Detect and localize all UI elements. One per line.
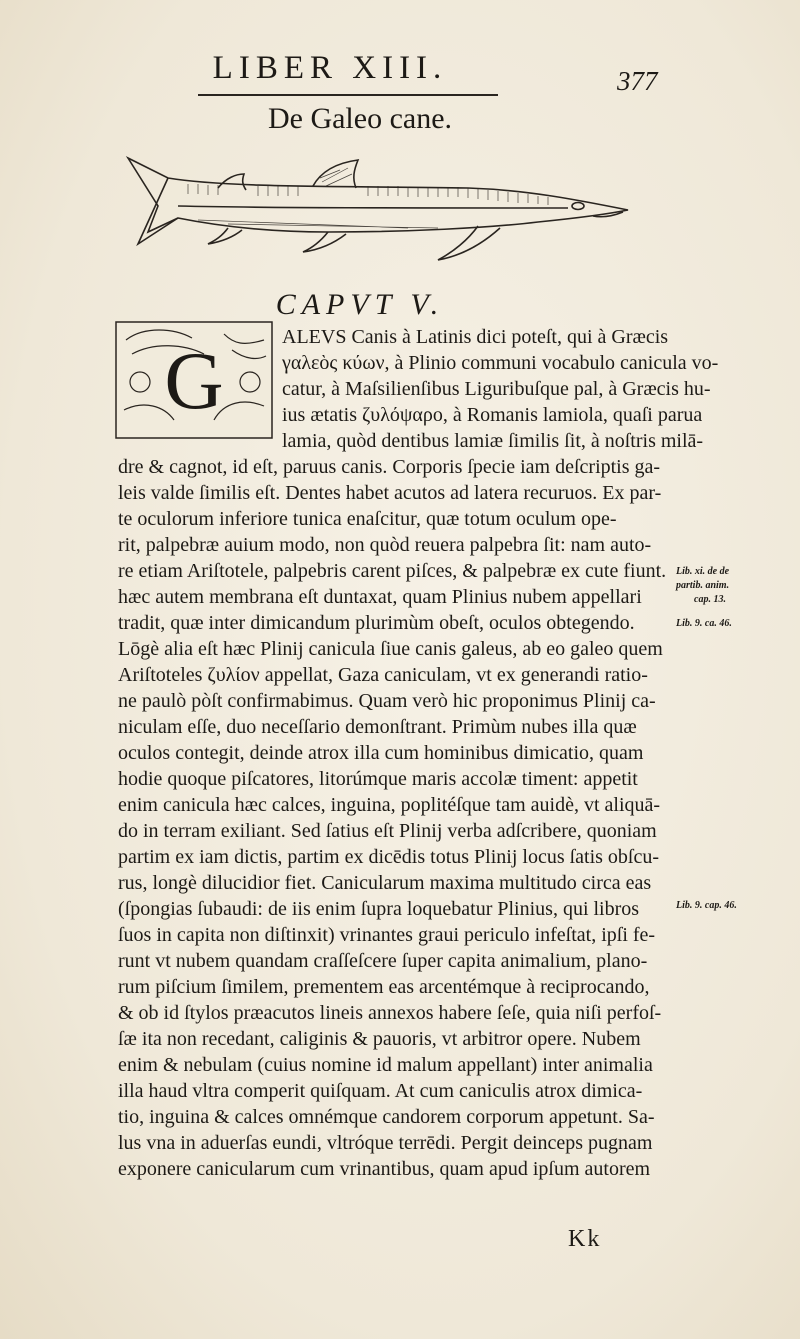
head-rule xyxy=(198,94,498,96)
text-line: Lōgè alia eſt hæc Plinij canicula ſiue canis galeus, ab eo galeo quem xyxy=(118,638,663,660)
text-line: enim canicula hæc calces, inguina, poplitéſque tam auidè, vt aliquā- xyxy=(118,794,661,816)
signature-mark: Kk xyxy=(568,1226,602,1252)
text-line: do in terram exiliant. Sed ſatius eſt Plinij verba adſcribere, quoniam xyxy=(118,820,657,842)
shark-illustration xyxy=(108,148,648,268)
text-line: exponere canicularum cum vrinantibus, quam apud ipſum autorem xyxy=(118,1158,651,1180)
text-line: ne paulò pòſt confirmabimus. Quam verò hic proponimus Plinij ca- xyxy=(118,690,656,712)
margin-note: partib. anim. xyxy=(676,580,730,591)
text-line: te oculorum inferiore tunica enaſcitur, quæ totum oculum ope- xyxy=(118,508,617,530)
text-line: Ariſtoteles ζυλίον appellat, Gaza caniculam, vt ex generandi ratio- xyxy=(118,664,648,686)
text-line: runt vt nubem quandam craſſeſcere ſuper capita animalium, plano- xyxy=(118,950,648,972)
margin-note: Lib. 9. ca. 46. xyxy=(676,618,732,629)
text-line: rus, longè dilucidior fiet. Canicularum maxima multitudo circa eas xyxy=(118,872,652,894)
text-line: lamia, quòd dentibus lamiæ ſimilis ſit, à noſtris milā- xyxy=(282,430,704,452)
page-number: 377 xyxy=(617,66,658,96)
text-line: rum piſcium ſimilem, prementem eas arcentémque à reciprocando, xyxy=(118,976,650,998)
margin-note: Lib. xi. de de xyxy=(676,566,730,577)
margin-note: Lib. 9. cap. 46. xyxy=(676,900,737,911)
text-line: ALEVS Canis à Latinis dici poteſt, qui à Græcis xyxy=(282,326,669,348)
text-line: ius ætatis ζυλόψαρο, à Romanis lamiola, quaſi parua xyxy=(282,404,703,426)
text-line: partim ex iam dictis, partim ex dicēdis totus Plinij locus ſatis obſcu- xyxy=(118,846,660,868)
svg-text:G: G xyxy=(164,335,224,426)
text-line: catur, à Maſsilienſibus Liguribuſque pal, à Græcis hu- xyxy=(282,378,711,400)
running-head: LIBER XIII. xyxy=(212,50,448,86)
text-line: rit, palpebræ auium modo, non quòd reuera palpebra ſit: nam auto- xyxy=(118,534,652,556)
text-line: hæc autem membrana eſt duntaxat, quam Plinius nubem appellari xyxy=(118,586,642,608)
text-line: γαλεὸς κύων, à Plinio communi vocabulo canicula vo- xyxy=(282,352,719,374)
text-line: (ſpongias ſubaudi: de iis enim ſupra loquebatur Plinius, qui libros xyxy=(118,898,640,920)
text-line: leis valde ſimilis eſt. Dentes habet acutos ad latera recuruos. Ex par- xyxy=(118,482,662,504)
text-line: ſæ ita non recedant, caliginis & pauoris, vt arbitror opere. Nubem xyxy=(118,1028,641,1050)
text-line: re etiam Ariſtotele, palpebris carent piſces, & palpebræ ex cute fiunt. xyxy=(118,560,667,582)
decorated-initial-g xyxy=(114,320,274,440)
chapter-heading: CAPVT V. xyxy=(275,288,445,321)
text-line: tradit, quæ inter dimicandum plurimùm obeſt, oculos obtegendo. xyxy=(118,612,635,634)
text-line: tio, inguina & calces omnémque candorem corporum appetunt. Sa- xyxy=(118,1106,655,1128)
text-line: ſuos in capita non diſtinxit) vrinantes graui periculo infeſtat, ipſi fe- xyxy=(118,924,656,946)
text-line: dre & cagnot, id eſt, paruus canis. Corporis ſpecie iam deſcriptis ga- xyxy=(118,456,661,478)
text-line: lus vna in aduerſas eundi, vltróque terrēdi. Pergit deinceps pugnam xyxy=(118,1132,653,1154)
text-line: hodie quoque piſcatores, litorúmque maris accolæ timent: appetit xyxy=(118,768,638,790)
text-line: & ob id ſtylos præacutos lineis annexos habere ſeſe, quia niſi perfoſ- xyxy=(118,1002,662,1024)
margin-note: cap. 13. xyxy=(694,594,726,605)
section-title: De Galeo cane. xyxy=(267,102,453,135)
text-line: niculam eſſe, duo neceſſario demonſtrant. Primùm nubes illa quæ xyxy=(118,716,637,738)
text-line: oculos contegit, deinde atrox illa cum hominibus dimicatio, quam xyxy=(118,742,644,764)
text-line: enim & nebulam (cuius nomine id malum appellant) inter animalia xyxy=(118,1054,653,1076)
text-line: illa haud vltra comperit quiſquam. At cum caniculis atrox dimica- xyxy=(118,1080,643,1102)
